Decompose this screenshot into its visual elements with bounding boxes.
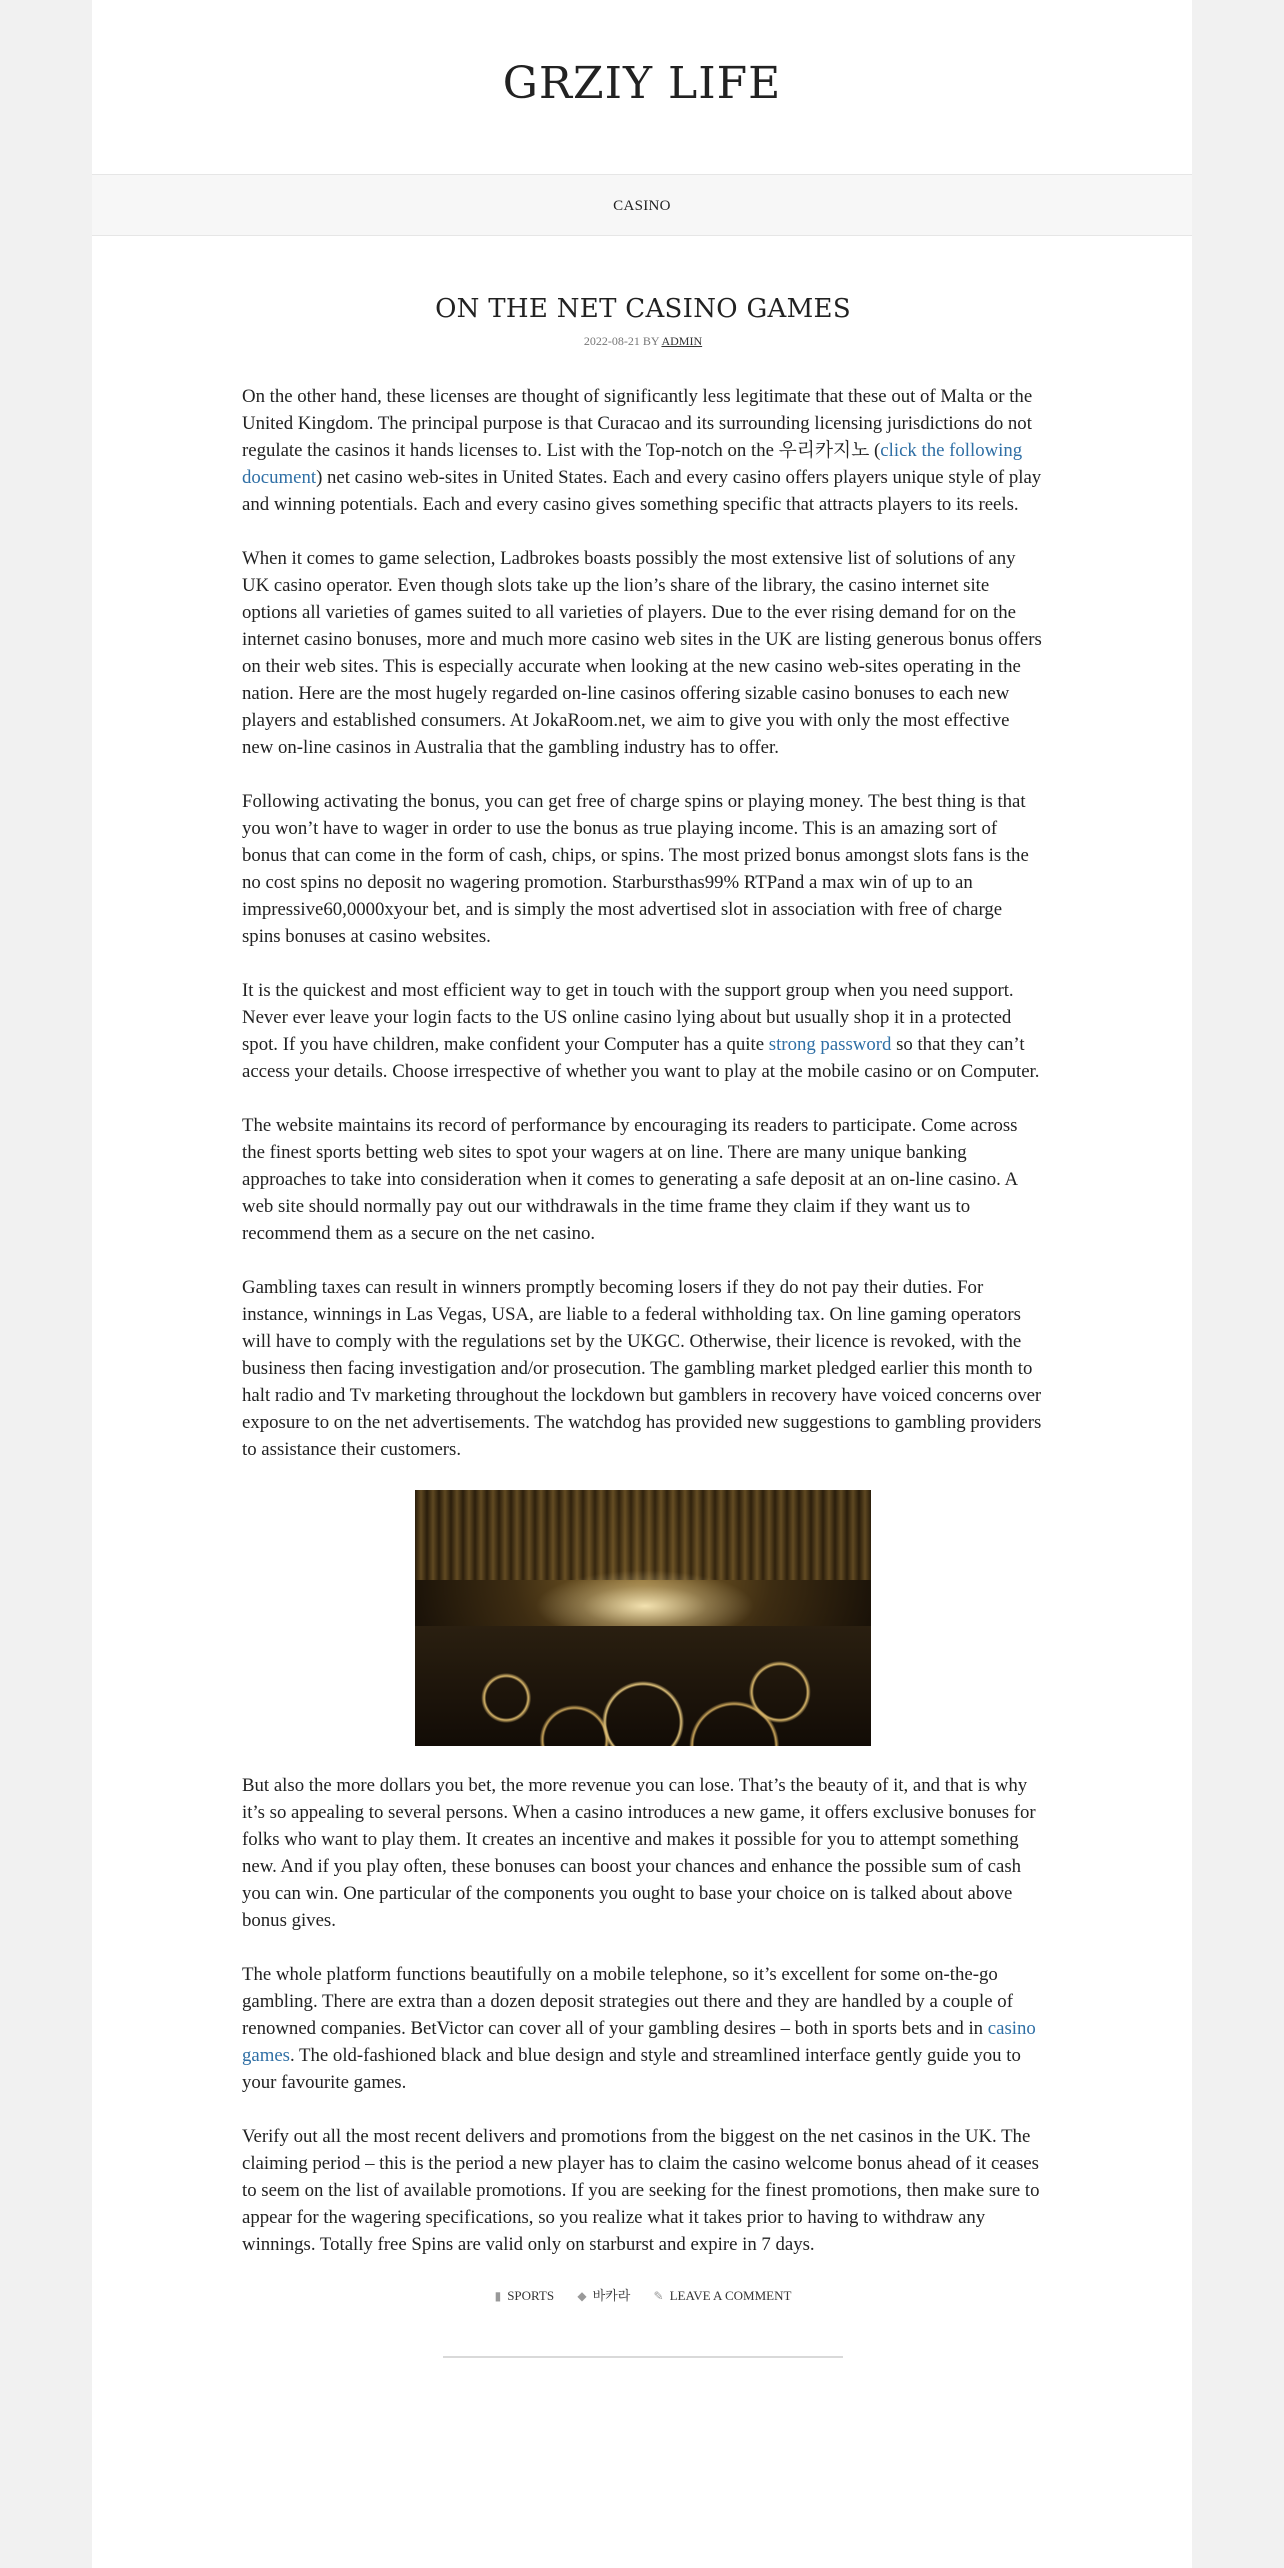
- category-link-sports[interactable]: SPORTS: [507, 2288, 555, 2303]
- casino-interior-image: [415, 1490, 871, 1746]
- article-paragraph: [242, 545, 1044, 761]
- article-paragraph: [242, 977, 1044, 1085]
- post-content: [242, 383, 1044, 2258]
- article-paragraph: [242, 1772, 1044, 1934]
- article-paragraph: [242, 383, 1044, 518]
- inline-link[interactable]: strong password: [768, 1034, 892, 1055]
- paragraph-text: . The old-fashioned black and blue design and style and streamlined interface gently guide you to your favourite games.: [242, 2045, 1021, 2093]
- site-title-link[interactable]: GRZIY LIFE: [502, 58, 782, 109]
- leave-comment-link[interactable]: LEAVE A COMMENT: [669, 2288, 792, 2303]
- paragraph-text: Gambling taxes can result in winners promptly becoming losers if they do not pay their duties. For instance, winnings in Las Vegas, USA, are liable to a federal withholding tax. On line gaming operators will have to comply with the regulations set by the UKGC. Otherwise, their licence is revoked, with the business then facing investigation and/or prosecution. The gambling market pledged earlier this month to halt radio and Tv marketing throughout the lockdown but gamblers in recovery have voiced concerns over exposure to on the net advertisements. The watchdog has provided new suggestions to gambling providers to assistance their customers.: [242, 1277, 1042, 1460]
- nav-item-casino[interactable]: CASINO: [613, 198, 671, 214]
- post-author-link[interactable]: ADMIN: [661, 334, 703, 348]
- image-ceiling: [415, 1490, 871, 1580]
- site-title: [92, 0, 1192, 109]
- comment-icon: ✎: [653, 2289, 664, 2303]
- paragraph-text: It is the quickest and most efficient way to get in touch with the support group when you need support. Never ever leave your login facts to the US online casino lying about but usually shop it in a protected spot. If you have children, make confident your Computer has a quite: [242, 980, 1014, 1055]
- tag-icon: ◆: [577, 2289, 587, 2303]
- paragraph-text: On the other hand, these licenses are thought of significantly less legitimate that these out of Malta or the United Kingdom. The principal purpose is that Curacao and its surrounding licensing jurisdictions do not regulate the casinos it hands licenses to. List with the Top-notch on the 우리카지노 (: [242, 386, 1033, 461]
- post-tag: [577, 2285, 630, 2304]
- post-meta: [242, 334, 1044, 349]
- post-date: 2022-08-21: [583, 334, 640, 348]
- post-divider: [443, 2356, 843, 2358]
- article-paragraph: [242, 1274, 1044, 1463]
- post-comments: [654, 2288, 792, 2304]
- article-paragraph: [242, 2123, 1044, 2258]
- folder-icon: ▮: [494, 2289, 502, 2303]
- paragraph-text: Verify out all the most recent delivers and promotions from the biggest on the net casinos in the UK. The claiming period – this is the period a new player has to claim the casino welcome bonus ahead of it ceases to seem on the list of available promotions. If you are seeking for the finest promotions, then make sure to appear for the wagering specifications, so you realize what it takes prior to having to withdraw any winnings. Totally free Spins are valid only on starburst and expire in 7 days.: [242, 2126, 1040, 2255]
- post-by-label: BY: [642, 334, 660, 348]
- article-paragraph: [242, 1961, 1044, 2096]
- tag-link[interactable]: 바카라: [592, 2288, 631, 2303]
- paragraph-text: The whole platform functions beautifully on a mobile telephone, so it’s excellent for some on-the-go gambling. There are extra than a dozen deposit strategies out there and they are handled by a couple of renowned companies. BetVictor can cover all of your gambling desires – both in sports bets and in: [242, 1964, 1013, 2039]
- paragraph-text: But also the more dollars you bet, the more revenue you can lose. That’s the beauty of it, and that is why it’s so appealing to several persons. When a casino introduces a new game, it offers exclusive bonuses for folks who want to play them. It creates an incentive and makes it possible for you to attempt something new. And if you play often, these bonuses can boost your chances and enhance the possible sum of cash you can win. One particular of the components you ought to base your choice on is talked about above bonus gives.: [242, 1775, 1036, 1931]
- paragraph-text: ) net casino web-sites in United States. Each and every casino offers players unique style of play and winning potentials. Each and every casino gives something specific that attracts players to its reels.: [242, 467, 1042, 515]
- page-container: [92, 0, 1192, 2568]
- image-lights: [535, 1570, 755, 1630]
- image-floor: [415, 1626, 871, 1746]
- article-paragraph: [242, 788, 1044, 950]
- post-footer: [242, 2285, 1044, 2304]
- main-navigation: [92, 174, 1192, 236]
- post-category: [495, 2288, 555, 2304]
- inline-link[interactable]: click the following document: [242, 440, 1023, 488]
- paragraph-text: The website maintains its record of performance by encouraging its readers to participate. Come across the finest sports betting web sites to spot your wagers at on line. There are many unique banking approaches to take into consideration when it comes to generating a safe deposit at an on-line casino. A web site should normally pay out our withdrawals in the time frame they claim if they want us to recommend them as a secure on the net casino.: [242, 1115, 1018, 1244]
- article-paragraph: [242, 1112, 1044, 1247]
- paragraph-text: When it comes to game selection, Ladbrokes boasts possibly the most extensive list of solutions of any UK casino operator. Even though slots take up the lion’s share of the library, the casino internet site options all varieties of games suited to all varieties of players. Due to the ever rising demand for on the internet casino bonuses, more and much more casino web sites in the UK are listing generous bonus offers on their web sites. This is especially accurate when looking at the new casino web-sites operating in the nation. Here are the most hugely regarded on-line casinos offering sizable casino bonuses to each new players and established consumers. At JokaRoom.net, we aim to give you with only the most effective new on-line casinos in Australia that the gambling industry has to offer.: [242, 548, 1042, 758]
- paragraph-text: Following activating the bonus, you can get free of charge spins or playing money. The best thing is that you won’t have to wager in order to use the bonus as true playing income. This is an amazing sort of bonus that can come in the form of cash, chips, or spins. The most prized bonus amongst slots fans is the no cost spins no deposit no wagering promotion. Starbursthas99% RTPand a max win of up to an impressive60,0000xyour bet, and is simply the most advertised slot in association with free of charge spins bonuses at casino websites.: [242, 791, 1029, 947]
- paragraph-text: so that they can’t access your details. Choose irrespective of whether you want to play at the mobile casino or on Computer.: [242, 1034, 1040, 1082]
- article: [242, 294, 1044, 2358]
- inline-link[interactable]: casino games: [242, 2018, 1036, 2066]
- site-header: [92, 0, 1192, 174]
- post-title: ON THE NET CASINO GAMES: [435, 294, 851, 324]
